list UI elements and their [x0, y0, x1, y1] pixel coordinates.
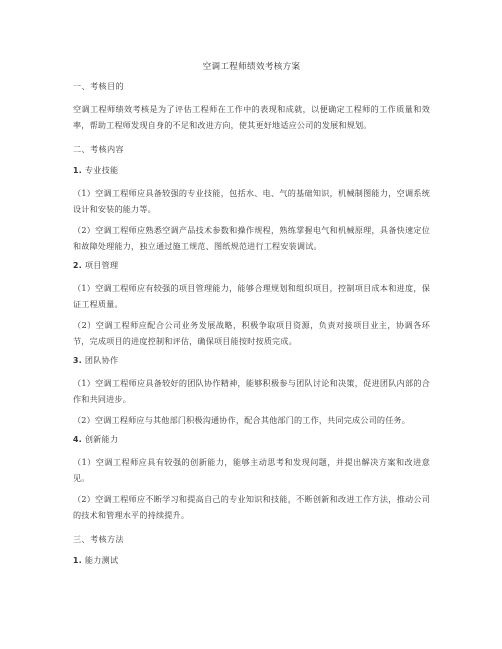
subsection-heading-teamwork — [73, 354, 430, 367]
subsection-heading-innovation — [73, 433, 430, 446]
list-item-paragraph: （1）空调工程师应具有较强的创新能力，能够主动思考和发现问题，并提出解决方案和改进意见。 — [73, 457, 430, 483]
list-item-paragraph: （2）空调工程师应配合公司业务发展战略，积极争取项目资源，负责对接项目业主，协调各环节，完成项目的进度控制和评估，确保项目能按时按质完成。 — [73, 320, 430, 346]
subsection-title: 团队协作 — [84, 355, 119, 365]
list-item-paragraph: （2）空调工程师应不断学习和提高自己的专业知识和技能，不断创新和改进工作方法，推动公司的技术和管理水平的持续提升。 — [73, 494, 430, 520]
subsection-title: 专业技能 — [84, 165, 119, 175]
subsection-title: 能力测试 — [84, 555, 119, 565]
list-item-paragraph: （1）空调工程师应具备较强的专业技能，包括水、电、气的基础知识，机械制图能力，空调系统设计和安装的能力等。 — [73, 188, 430, 214]
section-heading-purpose: 一、考核目的 — [73, 81, 124, 91]
section-heading-content: 二、考核内容 — [73, 144, 124, 154]
section-heading-method: 三、考核方法 — [73, 534, 124, 544]
list-item-paragraph: （1）空调工程师应有较强的项目管理能力，能够合理规划和组织项目，控制项目成本和进度，保证工程质量。 — [73, 283, 430, 309]
list-item-paragraph: （1）空调工程师应具备较好的团队协作精神，能够积极参与团队讨论和决策，促进团队内部的合作和共同进步。 — [73, 378, 430, 404]
list-item-paragraph: （2）空调工程师应与其他部门积极沟通协作，配合其他部门的工作，共同完成公司的任务。 — [73, 415, 411, 425]
subsection-number: 3. — [73, 356, 82, 365]
list-item-paragraph: （2）空调工程师应熟悉空调产品技术参数和操作规程，熟练掌握电气和机械原理，具备快速定位和故障处理能力，独立通过施工规范、图纸规范进行工程安装调试。 — [73, 225, 430, 251]
subsection-title: 项目管理 — [84, 260, 119, 270]
subsection-number: 4. — [73, 435, 82, 444]
subsection-heading-ability-test — [73, 554, 430, 567]
subsection-number: 2. — [73, 261, 82, 270]
subsection-number: 1. — [73, 556, 82, 565]
document-title: 空调工程师绩效考核方案 — [202, 62, 301, 72]
subsection-title: 创新能力 — [84, 434, 119, 444]
subsection-heading-project-management — [73, 259, 430, 272]
subsection-heading-professional-skills — [73, 164, 430, 177]
subsection-number: 1. — [73, 166, 82, 175]
paragraph-purpose: 空调工程师绩效考核是为了评估工程师在工作中的表现和成就，以便确定工程师的工作质量和效率，帮助工程师发现自身的不足和改进方向，使其更好地适应公司的发展和规划。 — [73, 104, 430, 130]
